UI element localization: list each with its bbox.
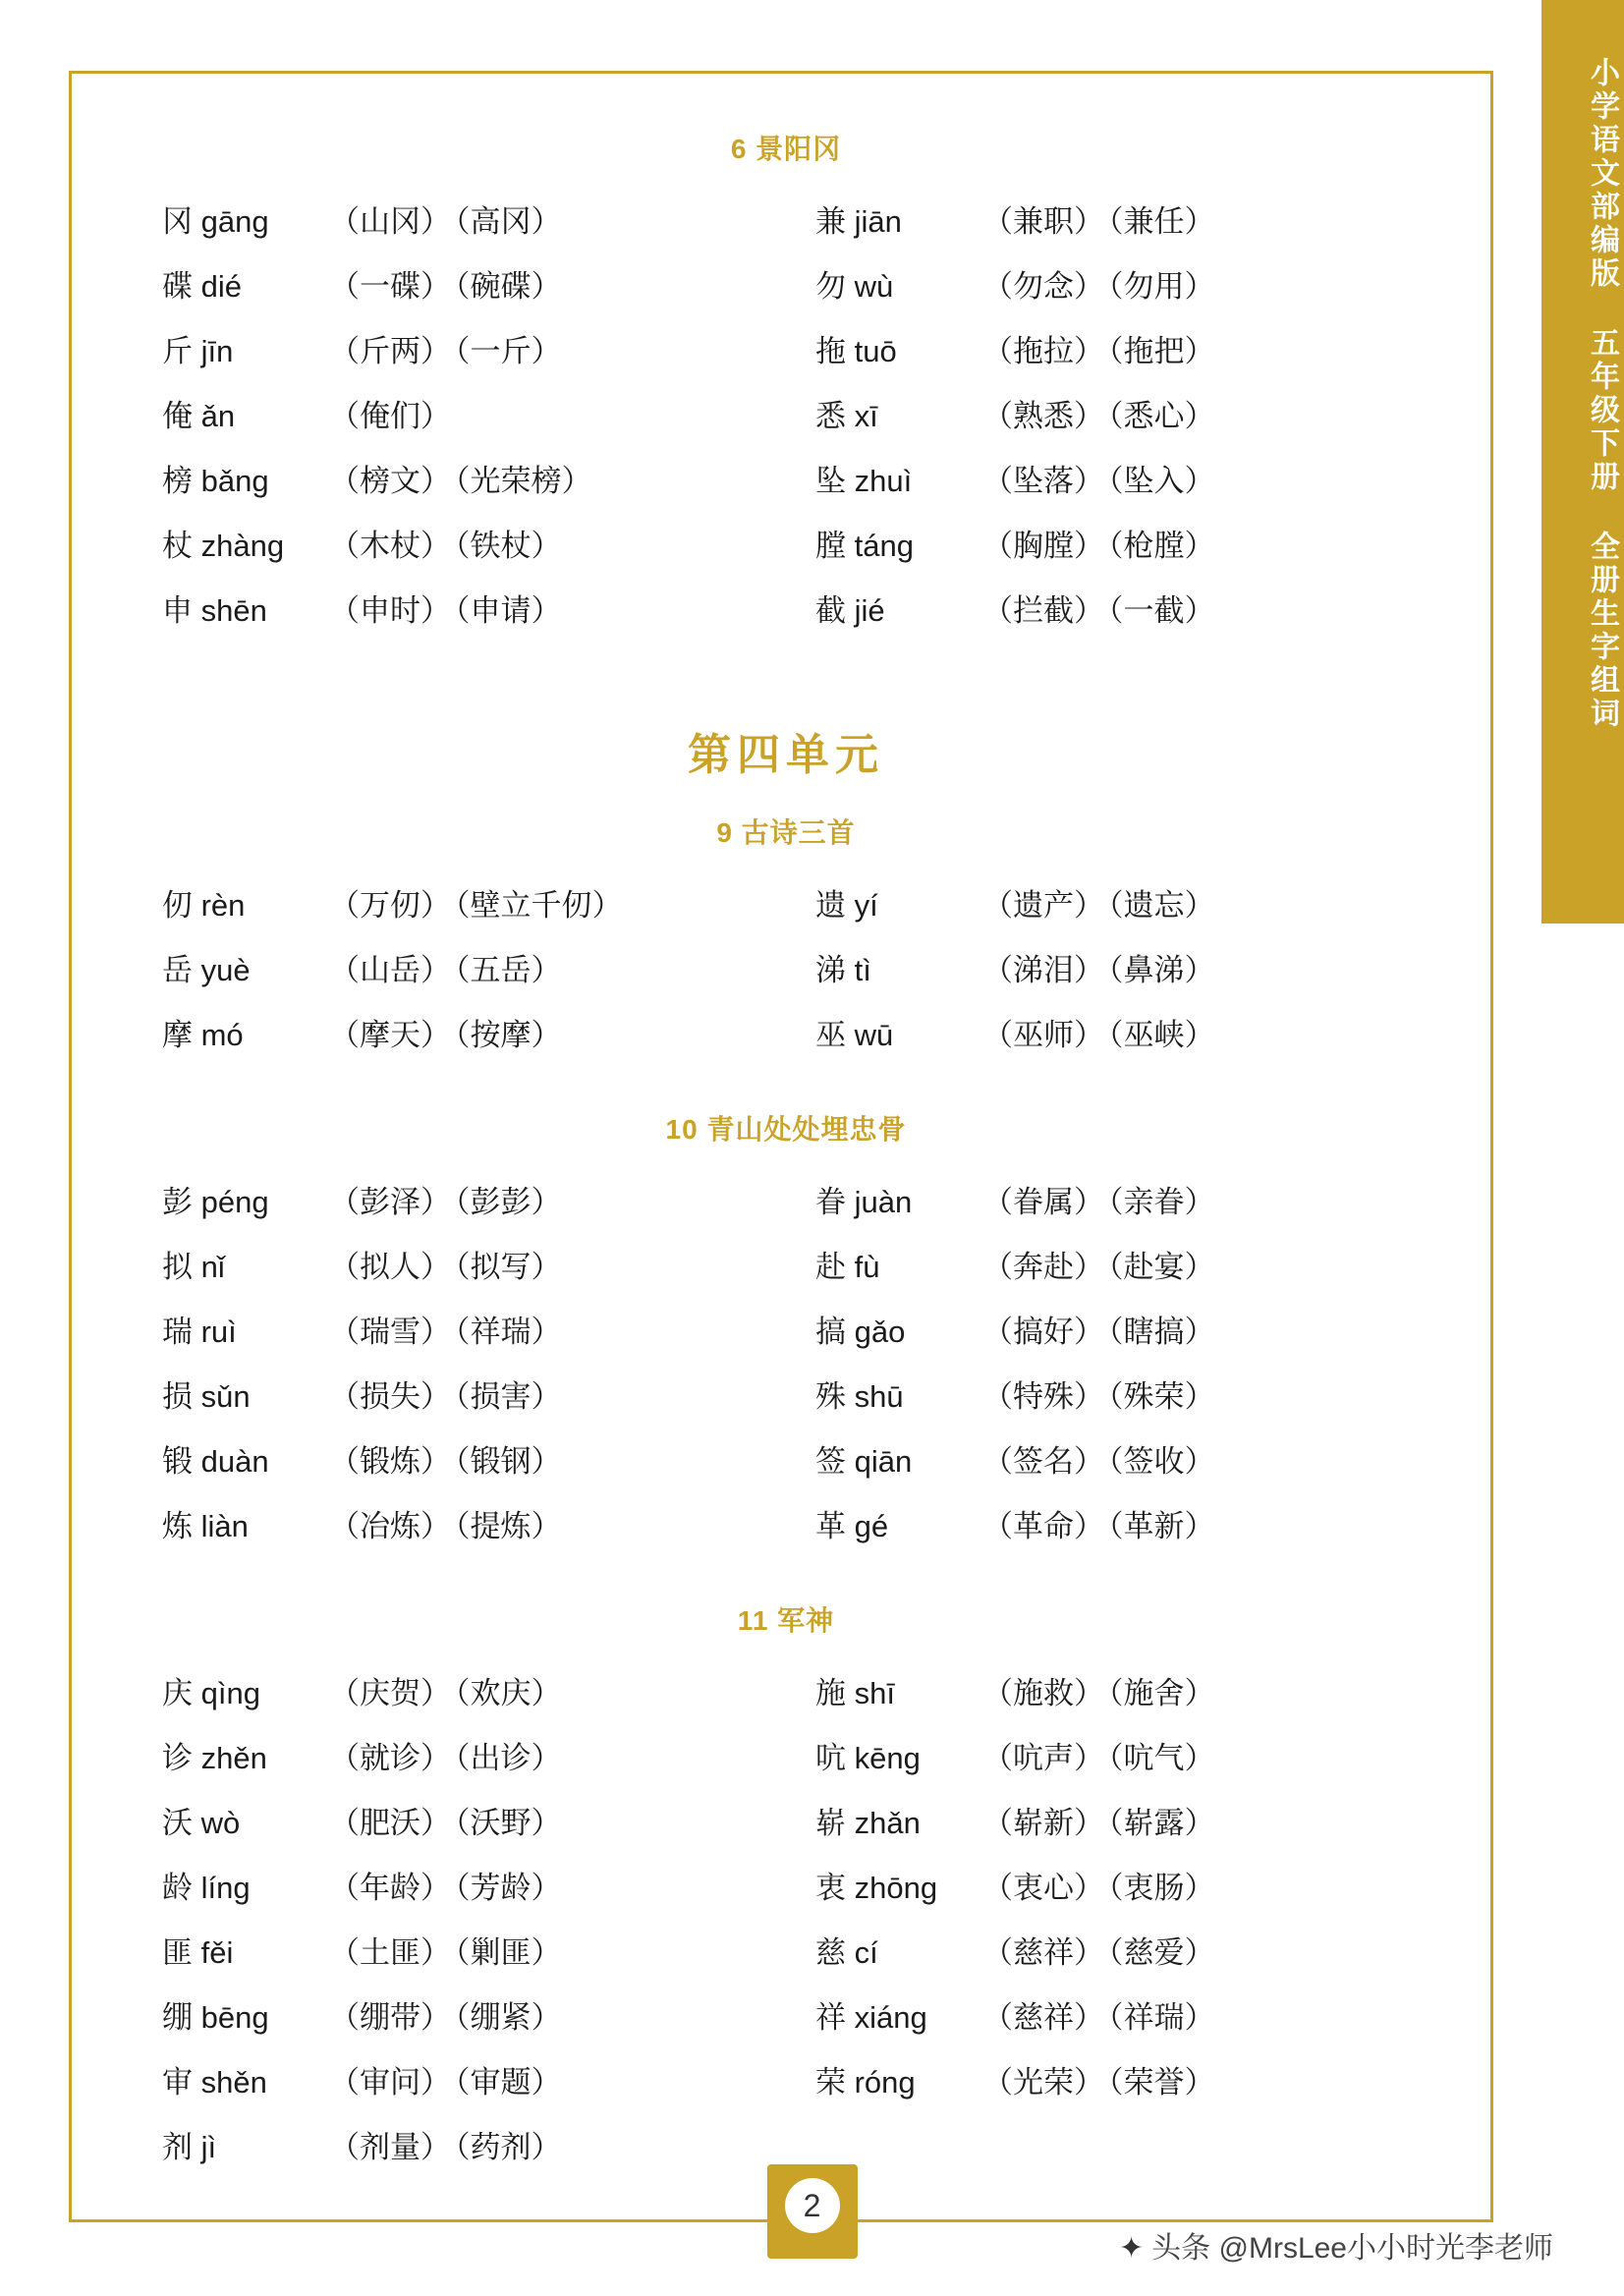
word-examples (982, 2057, 1219, 2101)
character-entry (786, 1242, 1439, 1307)
character-pinyin: 彭 péng (162, 1185, 269, 1219)
word-examples (982, 1501, 1219, 1545)
character-pinyin: 龄 líng (162, 1871, 251, 1905)
character-entry (133, 1242, 786, 1307)
character-entry (133, 2057, 786, 2122)
watermark-credit (1119, 2223, 1553, 2267)
word-example: （冶炼） (329, 1509, 451, 1543)
word-example: （铁杖） (455, 529, 562, 563)
word-examples (329, 880, 627, 924)
character-pinyin: 仞 rèn (162, 888, 246, 923)
character-pinyin: 截 jié (815, 593, 885, 628)
character-entry (786, 1177, 1439, 1242)
character-pinyin: 坠 zhuì (815, 464, 913, 498)
word-examples (329, 1242, 566, 1286)
word-examples (982, 586, 1219, 630)
entry-column-right (786, 196, 1439, 650)
character-entry (133, 1863, 786, 1928)
character-pinyin: 签 qiān (815, 1444, 913, 1479)
word-examples (982, 1733, 1219, 1777)
word-examples (329, 1798, 566, 1842)
character-pinyin: 兼 jiān (815, 204, 902, 239)
word-examples (982, 1863, 1219, 1907)
entry-column-right (786, 1177, 1439, 1566)
character-pinyin: 匪 fěi (162, 1935, 234, 1970)
entry-columns (133, 880, 1439, 1075)
word-example: （摩天） (329, 1018, 451, 1052)
word-examples (329, 196, 566, 241)
word-example: （瑞雪） (329, 1315, 451, 1349)
word-example: （革新） (1108, 1509, 1215, 1543)
character-pinyin: 沃 wò (162, 1806, 241, 1840)
word-examples (982, 1307, 1219, 1351)
character-pinyin: 巫 wū (815, 1018, 894, 1052)
character-entry (133, 1010, 786, 1075)
character-pinyin: 炼 liàn (162, 1509, 249, 1543)
word-example: （熟悉） (982, 399, 1104, 433)
word-example: （光荣榜） (455, 464, 592, 498)
unit-title: 第四单元 (688, 731, 884, 779)
word-examples (329, 521, 566, 565)
entry-columns (133, 1177, 1439, 1566)
character-entry (133, 1436, 786, 1501)
word-examples (329, 1501, 566, 1545)
word-example: （申请） (455, 593, 562, 628)
word-examples (329, 1992, 566, 2037)
word-example: （木杖） (329, 529, 451, 563)
character-entry (786, 521, 1439, 586)
character-pinyin: 剂 jì (162, 2130, 217, 2164)
word-example: （革命） (982, 1509, 1104, 1543)
character-entry (133, 1372, 786, 1436)
character-pinyin: 损 sǔn (162, 1379, 251, 1414)
lesson-title: 9 古诗三首 (716, 817, 856, 848)
word-example: （亲眷） (1108, 1185, 1215, 1219)
entry-columns (133, 196, 1439, 650)
word-example: （赴宴） (1108, 1250, 1215, 1284)
word-examples (329, 1928, 566, 1972)
word-examples (329, 1177, 566, 1221)
word-example: （榜文） (329, 464, 451, 498)
lesson-title: 6 景阳冈 (730, 134, 842, 164)
word-example: （拖把） (1108, 334, 1215, 368)
character-pinyin: 锻 duàn (162, 1444, 269, 1479)
character-entry (133, 2122, 786, 2187)
word-example: （沃野） (455, 1806, 562, 1840)
character-pinyin: 绷 bēng (162, 2000, 269, 2035)
word-example: （剂量） (329, 2130, 451, 2164)
word-examples (982, 1992, 1219, 2037)
word-examples (329, 1863, 566, 1907)
character-entry (786, 456, 1439, 521)
word-example: （芳龄） (455, 1871, 562, 1905)
word-example: （坠入） (1108, 464, 1215, 498)
word-example: （肥沃） (329, 1806, 451, 1840)
word-example: （勿用） (1108, 269, 1215, 304)
word-example: （庆贺） (329, 1676, 451, 1710)
character-pinyin: 遗 yí (815, 888, 878, 923)
character-entry (786, 1798, 1439, 1863)
word-example: （出诊） (455, 1741, 562, 1775)
word-examples (329, 586, 566, 630)
lesson-block (133, 812, 1439, 1075)
word-examples (982, 1798, 1219, 1842)
character-entry (133, 880, 786, 945)
word-example: （鼻涕） (1108, 953, 1215, 987)
word-example: （奔赴） (982, 1250, 1104, 1284)
word-example: （遗产） (982, 888, 1104, 923)
word-example: （枪膛） (1108, 529, 1215, 563)
lesson-title: 10 青山处处埋忠骨 (665, 1114, 907, 1145)
word-example: （审题） (455, 2065, 562, 2100)
word-examples (982, 196, 1219, 241)
character-entry (786, 1733, 1439, 1798)
word-example: （一截） (1108, 593, 1215, 628)
character-entry (786, 1010, 1439, 1075)
word-example: （剿匪） (455, 1935, 562, 1970)
word-example: （壁立千仞） (455, 888, 623, 923)
word-examples (329, 326, 566, 370)
word-examples (329, 456, 596, 500)
word-example: （兼任） (1108, 204, 1215, 239)
word-example: （就诊） (329, 1741, 451, 1775)
word-example: （巫师） (982, 1018, 1104, 1052)
word-example: （按摩） (455, 1018, 562, 1052)
word-example: （一碟） (329, 269, 451, 304)
character-entry (133, 1501, 786, 1566)
character-pinyin: 眷 juàn (815, 1185, 913, 1219)
word-example: （签名） (982, 1444, 1104, 1479)
character-entry (133, 586, 786, 650)
word-example: （山冈） (329, 204, 451, 239)
word-examples (329, 1307, 566, 1351)
word-example: （绷带） (329, 2000, 451, 2035)
character-pinyin: 搞 gǎo (815, 1315, 906, 1349)
word-examples (329, 1668, 566, 1712)
character-pinyin: 俺 ǎn (162, 399, 236, 433)
word-example: （衷心） (982, 1871, 1104, 1905)
word-example: （胸膛） (982, 529, 1104, 563)
character-entry (133, 1992, 786, 2057)
character-entry (786, 196, 1439, 261)
character-entry (786, 1863, 1439, 1928)
word-example: （一斤） (455, 334, 562, 368)
word-example: （搞好） (982, 1315, 1104, 1349)
word-example: （悉心） (1108, 399, 1215, 433)
character-pinyin: 革 gé (815, 1509, 889, 1543)
word-examples (982, 391, 1219, 435)
character-entry (786, 586, 1439, 650)
word-example: （审问） (329, 2065, 451, 2100)
word-example: （提炼） (455, 1509, 562, 1543)
character-pinyin: 崭 zhǎn (815, 1806, 921, 1840)
character-entry (786, 880, 1439, 945)
side-tab-text: 小学语文部编版 五年级下册 全册生字组词 (1586, 57, 1618, 731)
sections-root (98, 128, 1474, 2220)
word-examples (329, 1372, 566, 1416)
word-example: （彭泽） (329, 1185, 451, 1219)
word-example: （崭新） (982, 1806, 1104, 1840)
character-pinyin: 赴 fù (815, 1250, 880, 1284)
character-entry (786, 1992, 1439, 2057)
word-example: （吭声） (982, 1741, 1104, 1775)
character-pinyin: 涕 tì (815, 953, 871, 987)
word-example: （年龄） (329, 1871, 451, 1905)
character-pinyin: 诊 zhěn (162, 1741, 267, 1775)
word-example: （慈祥） (982, 1935, 1104, 1970)
word-example: （施舍） (1108, 1676, 1215, 1710)
word-example: （损失） (329, 1379, 451, 1414)
character-entry (786, 1436, 1439, 1501)
word-examples (329, 945, 566, 989)
word-example: （祥瑞） (455, 1315, 562, 1349)
character-entry (786, 1928, 1439, 1992)
word-examples (982, 521, 1219, 565)
word-examples (329, 1436, 566, 1481)
character-entry (786, 945, 1439, 1010)
word-example: （涕泪） (982, 953, 1104, 987)
word-example: （损害） (455, 1379, 562, 1414)
character-entry (786, 326, 1439, 391)
character-entry (133, 1798, 786, 1863)
page-number-badge (767, 2164, 858, 2259)
character-entry (786, 1668, 1439, 1733)
entry-column-left (133, 880, 786, 1075)
character-pinyin: 摩 mó (162, 1018, 244, 1052)
entry-column-right (786, 1668, 1439, 2187)
word-examples (982, 1668, 1219, 1712)
word-example: （慈祥） (982, 2000, 1104, 2035)
word-example: （崭露） (1108, 1806, 1215, 1840)
word-example: （彭彭） (455, 1185, 562, 1219)
character-pinyin: 杖 zhàng (162, 529, 285, 563)
watermark-text: 头条 @MrsLee小小时光李老师 (1151, 2232, 1553, 2265)
word-example: （绷紧） (455, 2000, 562, 2035)
word-example: （瞎搞） (1108, 1315, 1215, 1349)
page-number: 2 (785, 2178, 840, 2233)
character-entry (133, 456, 786, 521)
character-entry (786, 1372, 1439, 1436)
character-pinyin: 祥 xiáng (815, 2000, 927, 2035)
word-example: （万仞） (329, 888, 451, 923)
word-example: （锻钢） (455, 1444, 562, 1479)
character-pinyin: 申 shēn (162, 593, 267, 628)
character-entry (133, 326, 786, 391)
character-pinyin: 荣 róng (815, 2065, 916, 2100)
character-entry (786, 261, 1439, 326)
word-example: （慈爱） (1108, 1935, 1215, 1970)
lesson-block (133, 128, 1439, 650)
word-examples (982, 326, 1219, 370)
word-example: （碗碟） (455, 269, 562, 304)
content-area (98, 128, 1474, 2220)
word-examples (982, 456, 1219, 500)
character-pinyin: 拖 tuō (815, 334, 897, 368)
word-example: （遗忘） (1108, 888, 1215, 923)
word-example: （俺们） (329, 399, 451, 433)
character-pinyin: 膛 táng (815, 529, 914, 563)
character-entry (133, 196, 786, 261)
character-pinyin: 施 shī (815, 1676, 895, 1710)
character-entry (133, 521, 786, 586)
side-tab-banner (1541, 0, 1624, 924)
entry-columns (133, 1668, 1439, 2187)
word-examples (982, 945, 1219, 989)
word-examples (329, 261, 566, 306)
character-entry (133, 391, 786, 456)
character-pinyin: 吭 kēng (815, 1741, 921, 1775)
word-example: （锻炼） (329, 1444, 451, 1479)
word-example: （斤两） (329, 334, 451, 368)
word-example: （土匪） (329, 1935, 451, 1970)
character-pinyin: 冈 gāng (162, 204, 269, 239)
word-examples (982, 1436, 1219, 1481)
entry-column-left (133, 1668, 786, 2187)
character-entry (133, 1928, 786, 1992)
character-entry (133, 1177, 786, 1242)
character-pinyin: 斤 jīn (162, 334, 234, 368)
lesson-title: 11 军神 (737, 1605, 835, 1636)
character-entry (133, 1668, 786, 1733)
entry-column-left (133, 1177, 786, 1566)
word-example: （拦截） (982, 593, 1104, 628)
character-entry (786, 1501, 1439, 1566)
word-example: （签收） (1108, 1444, 1215, 1479)
word-example: （五岳） (455, 953, 562, 987)
character-entry (786, 2057, 1439, 2122)
word-example: （高冈） (455, 204, 562, 239)
word-example: （荣誉） (1108, 2065, 1215, 2100)
word-examples (982, 1242, 1219, 1286)
word-examples (982, 1177, 1219, 1221)
word-examples (982, 880, 1219, 924)
word-example: （坠落） (982, 464, 1104, 498)
word-examples (982, 1372, 1219, 1416)
word-examples (329, 391, 455, 435)
character-pinyin: 审 shěn (162, 2065, 267, 2100)
word-examples (329, 1010, 566, 1054)
headline-icon: ✦ (1119, 2232, 1145, 2265)
word-example: （勿念） (982, 269, 1104, 304)
word-example: （拖拉） (982, 334, 1104, 368)
character-pinyin: 拟 nǐ (162, 1250, 225, 1284)
word-example: （特殊） (982, 1379, 1104, 1414)
character-pinyin: 慈 cí (815, 1935, 878, 1970)
word-example: （衷肠） (1108, 1871, 1215, 1905)
word-example: （药剂） (455, 2130, 562, 2164)
word-examples (982, 261, 1219, 306)
lesson-block (133, 1108, 1439, 1566)
character-pinyin: 勿 wù (815, 269, 894, 304)
character-entry (133, 1733, 786, 1798)
word-example: （山岳） (329, 953, 451, 987)
word-example: （申时） (329, 593, 451, 628)
word-examples (329, 2057, 566, 2101)
character-pinyin: 衷 zhōng (815, 1871, 938, 1905)
character-pinyin: 殊 shū (815, 1379, 904, 1414)
word-example: （拟写） (455, 1250, 562, 1284)
word-example: （拟人） (329, 1250, 451, 1284)
character-entry (133, 945, 786, 1010)
word-example: （祥瑞） (1108, 2000, 1215, 2035)
entry-column-left (133, 196, 786, 650)
character-pinyin: 庆 qìng (162, 1676, 260, 1710)
character-entry (786, 1307, 1439, 1372)
word-example: （吭气） (1108, 1741, 1215, 1775)
word-examples (329, 1733, 566, 1777)
character-pinyin: 悉 xī (815, 399, 878, 433)
word-example: （兼职） (982, 204, 1104, 239)
lesson-block (133, 1599, 1439, 2187)
character-pinyin: 碟 dié (162, 269, 242, 304)
word-examples (982, 1010, 1219, 1054)
character-entry (133, 1307, 786, 1372)
word-example: （欢庆） (455, 1676, 562, 1710)
character-pinyin: 岳 yuè (162, 953, 251, 987)
character-entry (133, 261, 786, 326)
character-entry (786, 391, 1439, 456)
character-pinyin: 瑞 ruì (162, 1315, 237, 1349)
entry-column-right (786, 880, 1439, 1075)
word-example: （巫峡） (1108, 1018, 1215, 1052)
character-pinyin: 榜 bǎng (162, 464, 269, 498)
word-examples (329, 2122, 566, 2166)
word-example: （殊荣） (1108, 1379, 1215, 1414)
word-example: （施救） (982, 1676, 1104, 1710)
word-example: （眷属） (982, 1185, 1104, 1219)
word-examples (982, 1928, 1219, 1972)
word-example: （光荣） (982, 2065, 1104, 2100)
